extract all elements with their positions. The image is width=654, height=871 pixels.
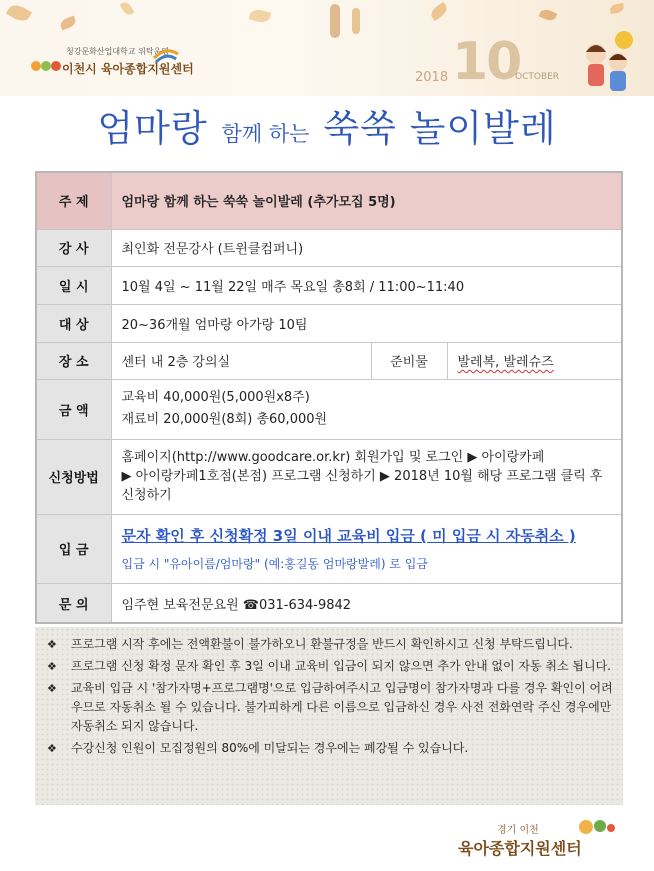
footer-region: 경기 이천 [497, 825, 539, 836]
diamond-bullet-icon: ❖ [47, 682, 57, 695]
fee-line-2: 재료비 20,000원(8회) 총60,000원 [121, 412, 328, 428]
footer-kids-icon [576, 816, 616, 838]
notice-item [47, 739, 613, 758]
notice-text: 프로그램 신청 확정 문자 확인 후 3일 이내 교육비 입금이 되지 않으면 추가 안내 없이 자동 취소 됩니다. [71, 659, 611, 673]
prep-label: 준비물 [371, 342, 447, 379]
header-banner [0, 0, 654, 96]
table-row-contact [36, 584, 622, 623]
table-row-schedule [36, 266, 622, 304]
autumn-leaf-decoration [6, 1, 32, 24]
instructor-value: 최인화 전문강사 (트윈클컴퍼니) [111, 229, 622, 266]
apply-line-1[interactable]: 홈페이지(http://www.goodcare.or.kr) 회원가입 및 로그인 ▶ 아이랑카페 [121, 450, 545, 466]
row-label: 강 사 [36, 229, 111, 266]
autumn-leaf-decoration [352, 8, 360, 34]
title-part-3: 쑥쑥 놀이발레 [323, 107, 557, 150]
fee-line-1: 교육비 40,000원(5,000원x8주) [121, 390, 310, 406]
org-subtitle: 청강문화산업대학교 위탁운영 [66, 47, 170, 56]
row-label: 입 금 [36, 514, 111, 583]
table-row-target [36, 305, 622, 342]
contact-value: 임주현 보육전문요원 ☎031-634-9842 [111, 584, 622, 623]
payment-cell [111, 514, 622, 583]
row-label: 일 시 [36, 266, 111, 304]
center-logo-icon [30, 58, 62, 74]
notice-box [35, 627, 623, 805]
swoosh-logo-icon [152, 44, 180, 64]
fee-cell [111, 379, 622, 439]
autumn-leaf-decoration [609, 3, 624, 14]
apply-cell [111, 439, 622, 514]
row-label: 문 의 [36, 584, 111, 623]
notice-item [47, 657, 613, 676]
prep-items: 발레복, 발레슈즈 [457, 355, 554, 371]
table-row-payment [36, 514, 622, 583]
apply-line-2: ▶ 아이랑카페1호점(본점) 프로그램 신청하기 ▶ 2018년 10월 해당 프로그램 클릭 후 [121, 469, 603, 485]
schedule-value: 10월 4일 ~ 11월 22일 매주 목요일 총8회 / 11:00~11:40 [111, 266, 622, 304]
subject-value: 엄마랑 함께 하는 쑥쑥 놀이발레 (추가모집 5명) [111, 172, 622, 229]
diamond-bullet-icon: ❖ [47, 742, 57, 755]
row-label: 대 상 [36, 305, 111, 342]
notice-text: 수강신청 인원이 모집정원의 80%에 미달되는 경우에는 폐강될 수 있습니다. [71, 741, 469, 755]
table-row-instructor [36, 229, 622, 266]
title-part-2: 함께 하는 [221, 122, 310, 146]
row-label: 금 액 [36, 379, 111, 439]
page-title [0, 98, 654, 152]
footer-center-name: 육아종합지원센터 [458, 839, 582, 858]
autumn-leaf-decoration [249, 8, 271, 25]
prep-value [447, 342, 622, 379]
month-name: OCTOBER [515, 72, 560, 82]
autumn-leaf-decoration [539, 7, 558, 23]
org-name: 이천시 육아종합지원센터 [62, 62, 194, 76]
table-row-apply [36, 439, 622, 514]
notice-item [47, 679, 613, 736]
year-label: 2018 [415, 70, 449, 85]
program-info-table [35, 171, 623, 624]
autumn-leaf-decoration [428, 2, 449, 21]
autumn-leaf-decoration [59, 16, 77, 31]
autumn-leaf-decoration [330, 4, 340, 38]
diamond-bullet-icon: ❖ [47, 660, 57, 673]
row-label: 장 소 [36, 342, 111, 379]
month-number: 10 [452, 32, 521, 92]
target-value: 20~36개월 엄마랑 아가랑 10팀 [111, 305, 622, 342]
payment-line-1: 문자 확인 후 신청확정 3일 이내 교육비 입금 ( 미 입금 시 자동취소 ) [121, 527, 576, 546]
diamond-bullet-icon: ❖ [47, 638, 57, 651]
notice-text: 프로그램 시작 후에는 전액환불이 불가하오니 환불규정을 반드시 확인하시고 신청 부탁드립니다. [71, 637, 573, 651]
table-row-subject [36, 172, 622, 229]
apply-line-3: 신청하기 [121, 488, 172, 504]
autumn-leaf-decoration [120, 0, 135, 17]
notice-text: 교육비 입금 시 '참가자명+프로그램명'으로 입금하여주시고 입금명이 참가자명과 다를 경우 확인이 어려우므로 자동취소 될 수 있습니다. 불가피하게 다른 이름으로 입금하신 경우 사전 전화연락 주신 경우에만 자동취소 되지 않습니다. [71, 681, 613, 733]
table-row-place [36, 342, 622, 379]
children-illustration-icon [578, 28, 640, 94]
notice-item [47, 635, 613, 654]
payment-line-2: 입금 시 "유아이름/엄마랑" (예:홍길동 엄마랑발레) 로 입금 [121, 557, 428, 572]
row-label: 주 제 [36, 172, 111, 229]
row-label: 신청방법 [36, 439, 111, 514]
table-row-fee [36, 379, 622, 439]
title-part-1: 엄마랑 [97, 107, 208, 150]
place-value: 센터 내 2층 강의실 [111, 342, 371, 379]
